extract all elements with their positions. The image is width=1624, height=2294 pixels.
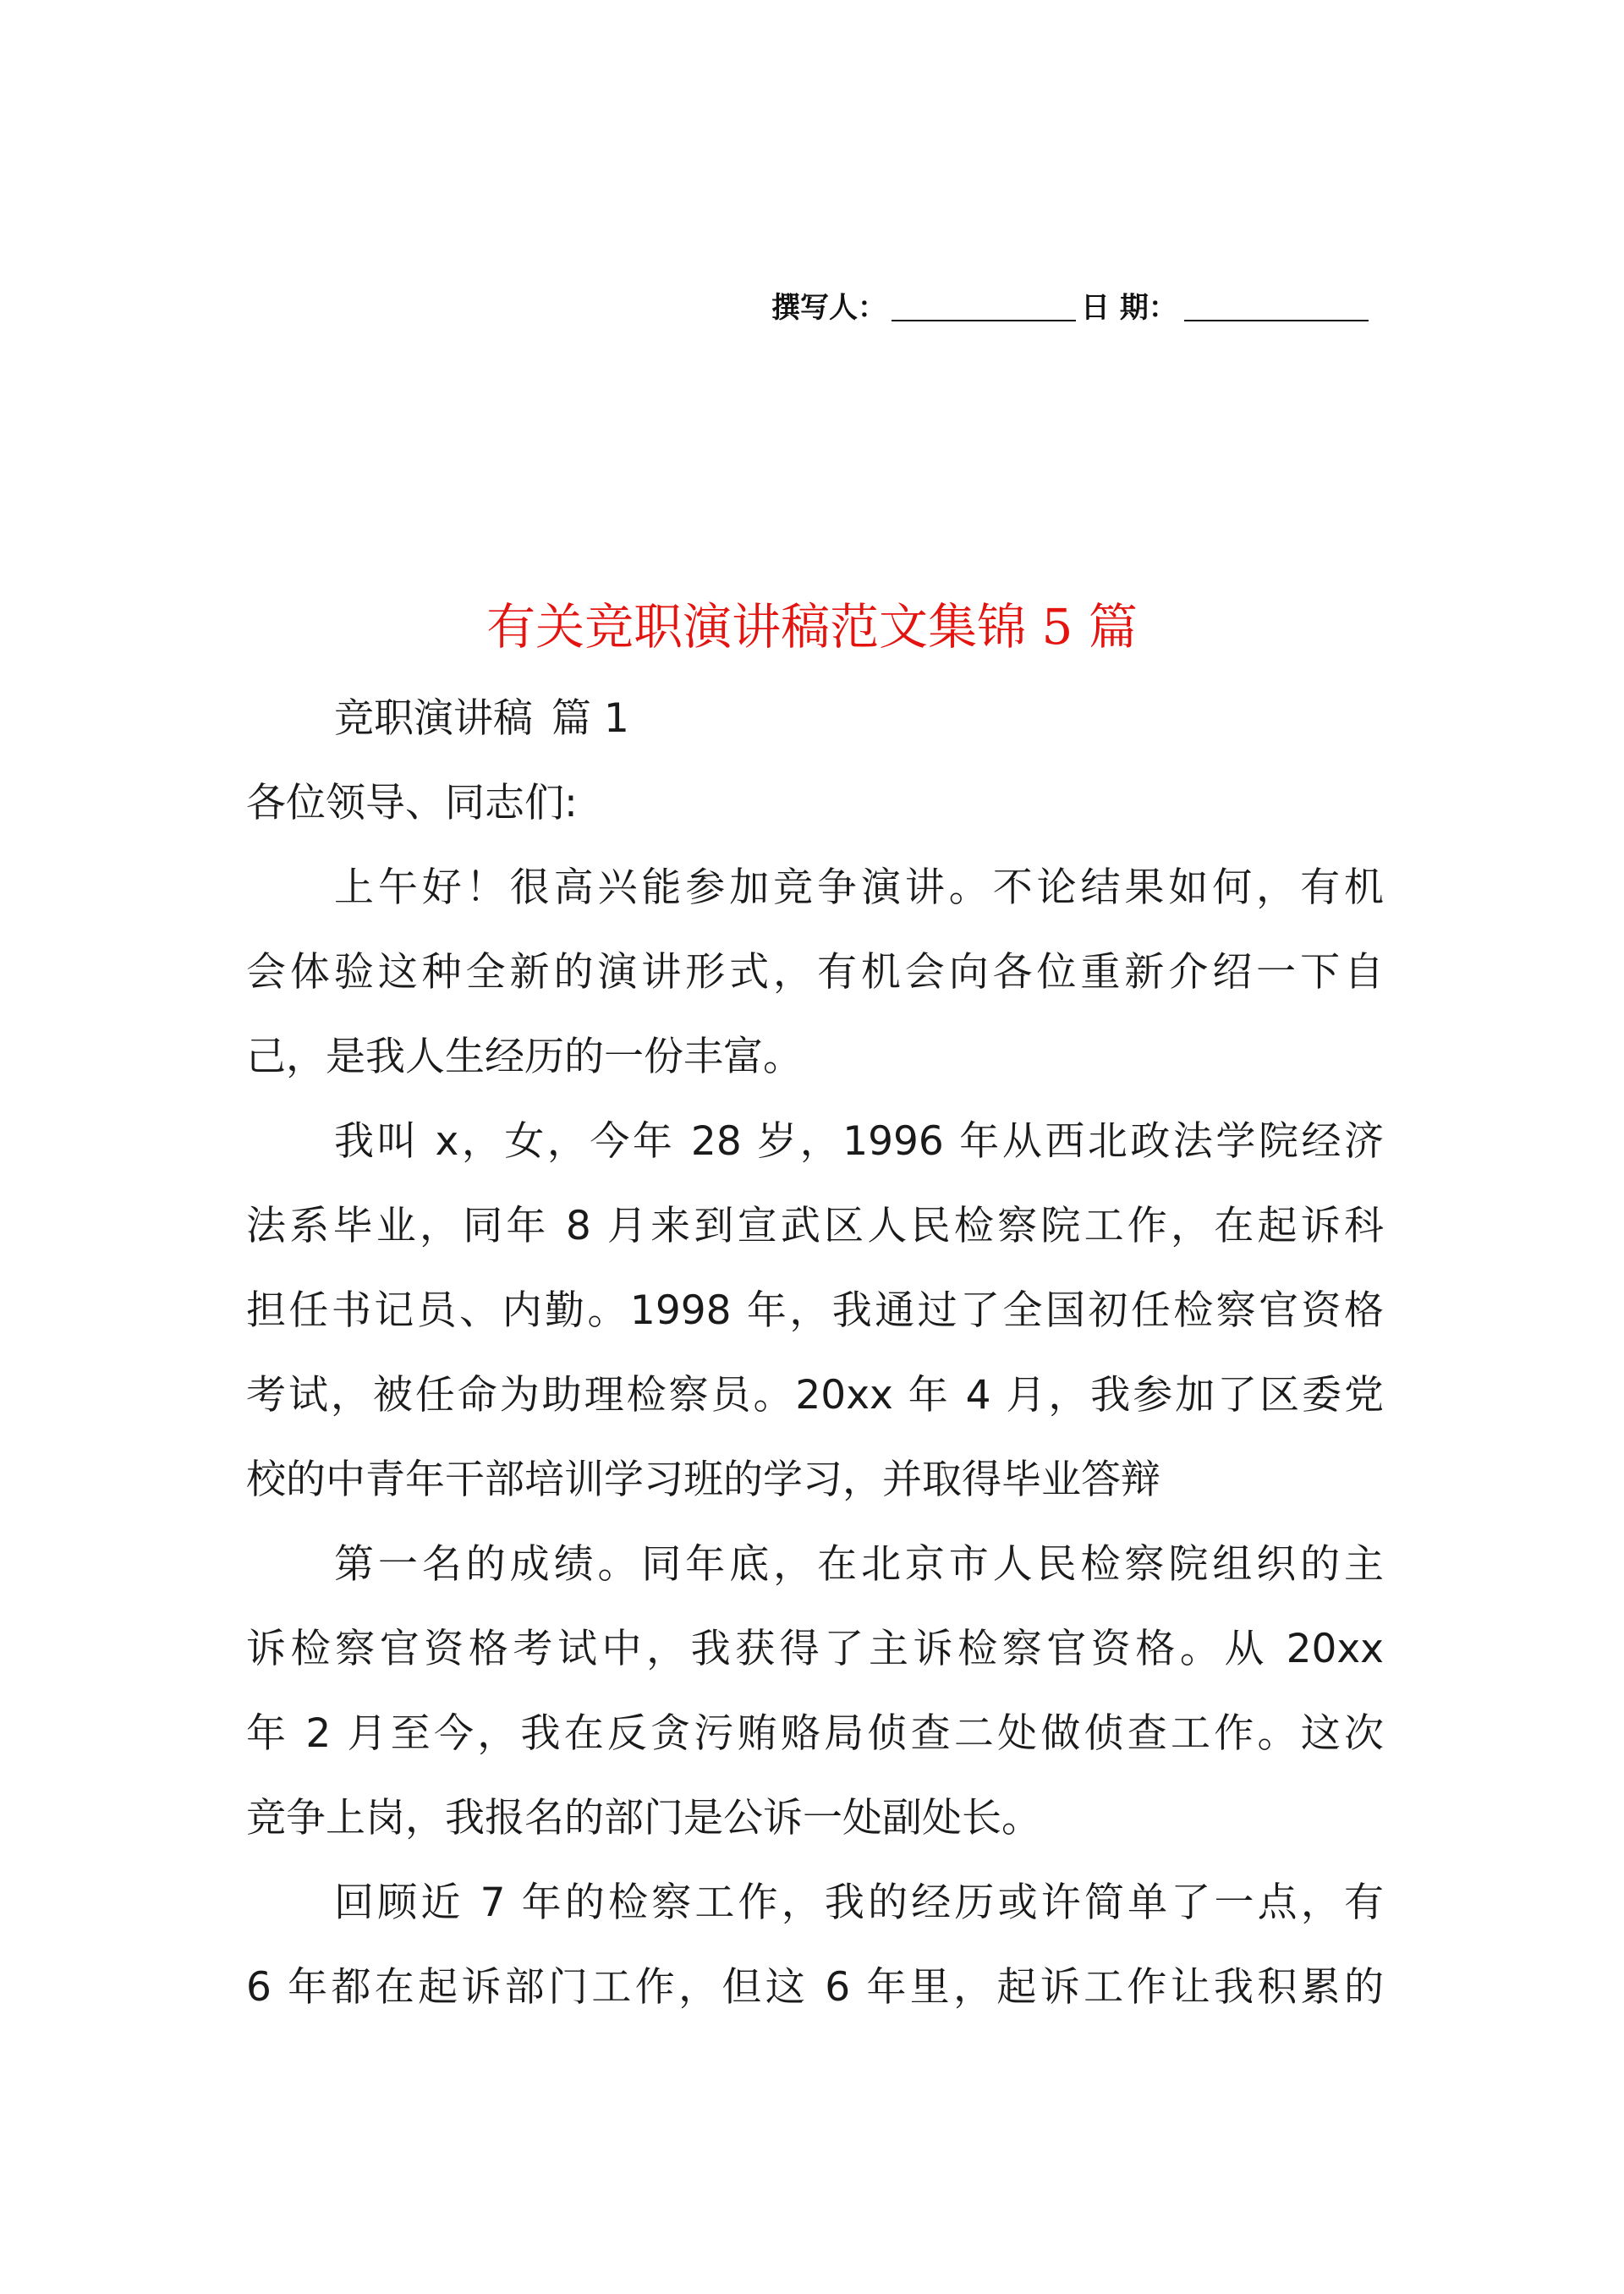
paragraph-line: 校的中青年干部培训学习班的学习，并取得毕业答辩 (246, 1457, 1160, 1503)
section-heading-main: 竞职演讲稿 (334, 695, 533, 742)
author-blank (892, 320, 1076, 321)
section-heading-number: 篇 1 (551, 695, 629, 742)
date-blank (1184, 320, 1369, 321)
document-title: 有关竞职演讲稿范文集锦 5 篇 (486, 598, 1138, 656)
greeting: 各位领导、同志们: (246, 780, 578, 826)
document-body (246, 677, 1384, 2030)
paragraph-line: 我叫 x，女，今年 28 岁，1996 年从西北政法学院经济 (334, 1118, 1384, 1165)
paragraph-line: 法系毕业，同年 8 月来到宣武区人民检察院工作，在起诉科 (246, 1203, 1384, 1249)
paragraph-line: 诉检察官资格考试中，我获得了主诉检察官资格。从 20xx (246, 1626, 1384, 1672)
paragraph-line: 己，是我人生经历的一份丰富。 (246, 1034, 803, 1080)
paragraph-line: 年 2 月至今，我在反贪污贿赂局侦查二处做侦查工作。这次 (246, 1710, 1384, 1757)
paragraph-line: 6 年都在起诉部门工作，但这 6 年里，起诉工作让我积累的 (246, 1964, 1384, 2011)
paragraph-line: 竞争上岗，我报名的部门是公诉一处副处长。 (246, 1795, 1041, 1841)
paragraph-line: 担任书记员、内勤。1998 年，我通过了全国初任检察官资格 (246, 1287, 1384, 1334)
paragraph-line: 会体验这种全新的演讲形式，有机会向各位重新介绍一下自 (246, 949, 1384, 996)
paragraph-line: 回顾近 7 年的检察工作，我的经历或许简单了一点，有 (334, 1880, 1384, 1926)
author-label: 撰写人： (771, 291, 886, 325)
paragraph-line: 考试，被任命为助理检察员。20xx 年 4 月，我参加了区委党 (246, 1372, 1384, 1419)
paragraph-line: 上午好！很高兴能参加竞争演讲。不论结果如何，有机 (334, 864, 1384, 911)
paragraph-line: 第一名的成绩。同年底，在北京市人民检察院组织的主 (334, 1541, 1384, 1588)
date-label: 日 期： (1081, 291, 1177, 325)
section-heading (246, 677, 1384, 761)
author-date-line (771, 284, 1380, 328)
